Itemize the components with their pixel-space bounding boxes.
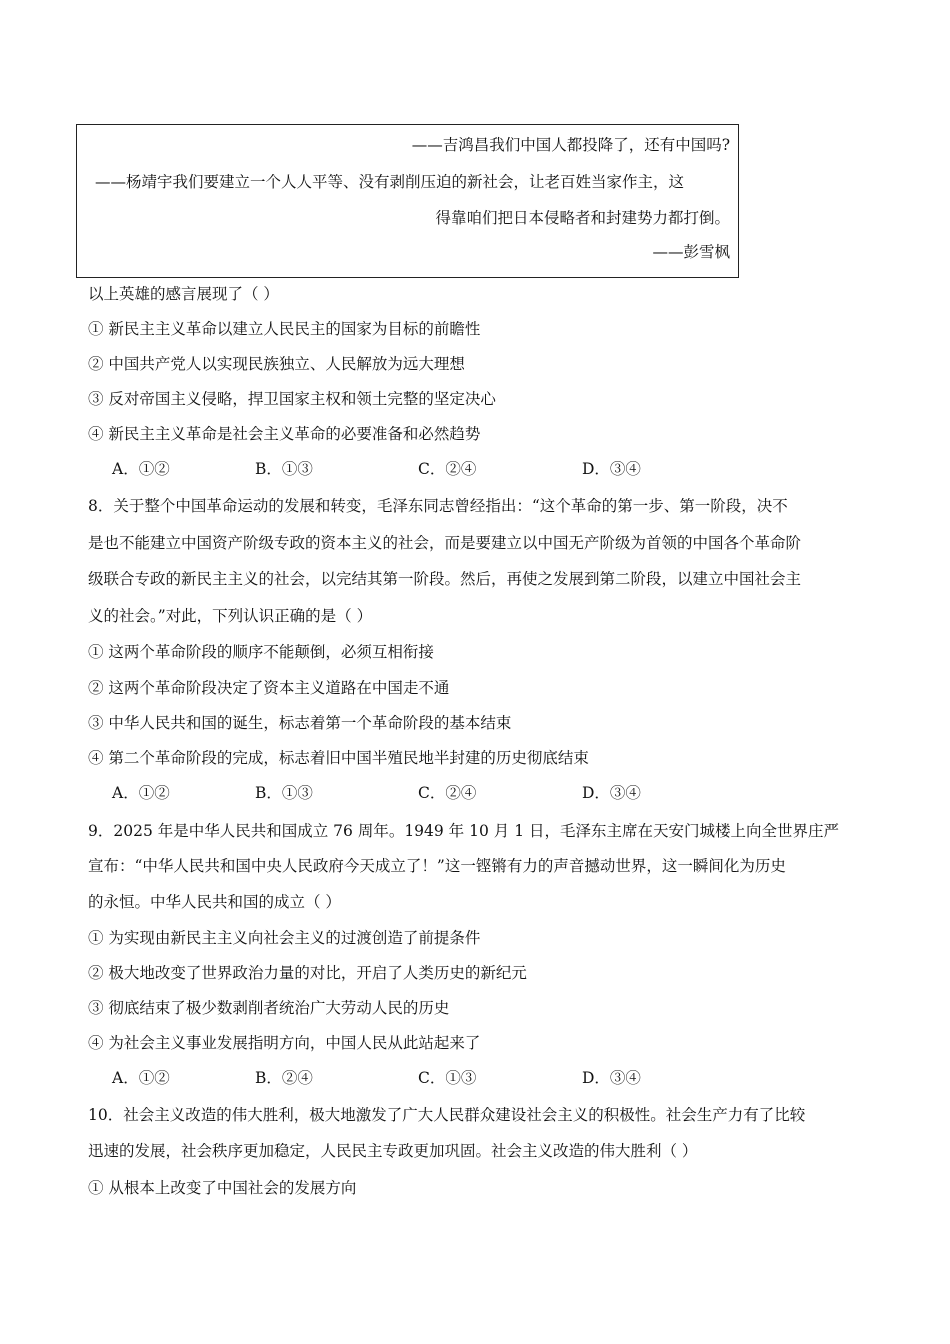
q8-item-2: ② 这两个革命阶段决定了资本主义道路在中国走不通 (88, 679, 450, 697)
q7-option-c[interactable]: C．②④ (418, 460, 477, 478)
q8-stem-line-1: 8．关于整个中国革命运动的发展和转变，毛泽东同志曾经指出：“这个革命的第一步、第一阶段，决不 (88, 497, 788, 515)
q9-item-2: ② 极大地改变了世界政治力量的对比，开启了人类历史的新纪元 (88, 964, 527, 982)
q9-option-b[interactable]: B．②④ (255, 1069, 313, 1087)
q9-option-d[interactable]: D．③④ (582, 1069, 641, 1087)
q9-item-4: ④ 为社会主义事业发展指明方向，中国人民从此站起来了 (88, 1034, 481, 1052)
q7-stem: 以上英雄的感言展现了（ ） (88, 285, 279, 303)
q8-stem-line-3: 级联合专政的新民主主义的社会，以完结其第一阶段。然后，再使之发展到第二阶段，以建立中国社会主 (88, 570, 802, 588)
q8-options (112, 782, 712, 804)
q10-item-1: ① 从根本上改变了中国社会的发展方向 (88, 1179, 357, 1197)
q9-options (112, 1067, 712, 1089)
q9-option-a[interactable]: A．①② (112, 1069, 170, 1087)
q7-option-d[interactable]: D．③④ (582, 460, 641, 478)
q8-option-d[interactable]: D．③④ (582, 784, 641, 802)
q7-options (112, 458, 712, 480)
q10-stem-line-1: 10．社会主义改造的伟大胜利，极大地激发了广大人民群众建设社会主义的积极性。社会生产力有了比较 (88, 1106, 806, 1124)
q7-item-3: ③ 反对帝国主义侵略，捍卫国家主权和领土完整的坚定决心 (88, 390, 496, 408)
quote-line-yangjingyu: ——杨靖宇我们要建立一个人人平等、没有剥削压迫的新社会，让老百姓当家作主，这 (95, 173, 685, 191)
quote-line-continuation: 得靠咱们把日本侵略者和封建势力都打倒。 (435, 209, 730, 227)
q7-item-2: ② 中国共产党人以实现民族独立、人民解放为远大理想 (88, 355, 465, 373)
q8-item-3: ③ 中华人民共和国的诞生，标志着第一个革命阶段的基本结束 (88, 714, 512, 732)
q8-item-4: ④ 第二个革命阶段的完成，标志着旧中国半殖民地半封建的历史彻底结束 (88, 749, 589, 767)
q8-option-b[interactable]: B．①③ (255, 784, 313, 802)
q8-option-c[interactable]: C．②④ (418, 784, 477, 802)
q8-option-a[interactable]: A．①② (112, 784, 170, 802)
q9-stem-line-2: 宣布：“中华人民共和国中央人民政府今天成立了！”这一铿锵有力的声音撼动世界，这一瞬间化为历史 (88, 857, 786, 875)
q9-stem-line-1: 9．2025 年是中华人民共和国成立 76 周年。1949 年 10 月 1 日，毛泽东主席在天安门城楼上向全世界庄严 (88, 822, 839, 840)
q7-option-a[interactable]: A．①② (112, 460, 170, 478)
q9-stem-line-3: 的永恒。中华人民共和国的成立（ ） (88, 893, 341, 911)
q10-stem-line-2: 迅速的发展，社会秩序更加稳定，人民民主专政更加巩固。社会主义改造的伟大胜利（ ） (88, 1142, 698, 1160)
q8-stem-line-4: 义的社会。”对此，下列认识正确的是（ ） (88, 607, 373, 625)
q7-item-1: ① 新民主主义革命以建立人民民主的国家为目标的前瞻性 (88, 320, 481, 338)
quote-line-jihongchang: ——吉鸿昌我们中国人都投降了，还有中国吗? (411, 136, 730, 154)
q7-option-b[interactable]: B．①③ (255, 460, 313, 478)
q9-item-1: ① 为实现由新民主主义向社会主义的过渡创造了前提条件 (88, 929, 481, 947)
q8-item-1: ① 这两个革命阶段的顺序不能颠倒，必须互相衔接 (88, 643, 434, 661)
quote-box (76, 124, 739, 278)
q8-stem-line-2: 是也不能建立中国资产阶级专政的资本主义的社会，而是要建立以中国无产阶级为首领的中国各个革命阶 (88, 534, 802, 552)
q9-option-c[interactable]: C．①③ (418, 1069, 477, 1087)
quote-line-pengxuefeng: ——彭雪枫 (652, 243, 730, 261)
q7-item-4: ④ 新民主主义革命是社会主义革命的必要准备和必然趋势 (88, 425, 481, 443)
q9-item-3: ③ 彻底结束了极少数剥削者统治广大劳动人民的历史 (88, 999, 450, 1017)
